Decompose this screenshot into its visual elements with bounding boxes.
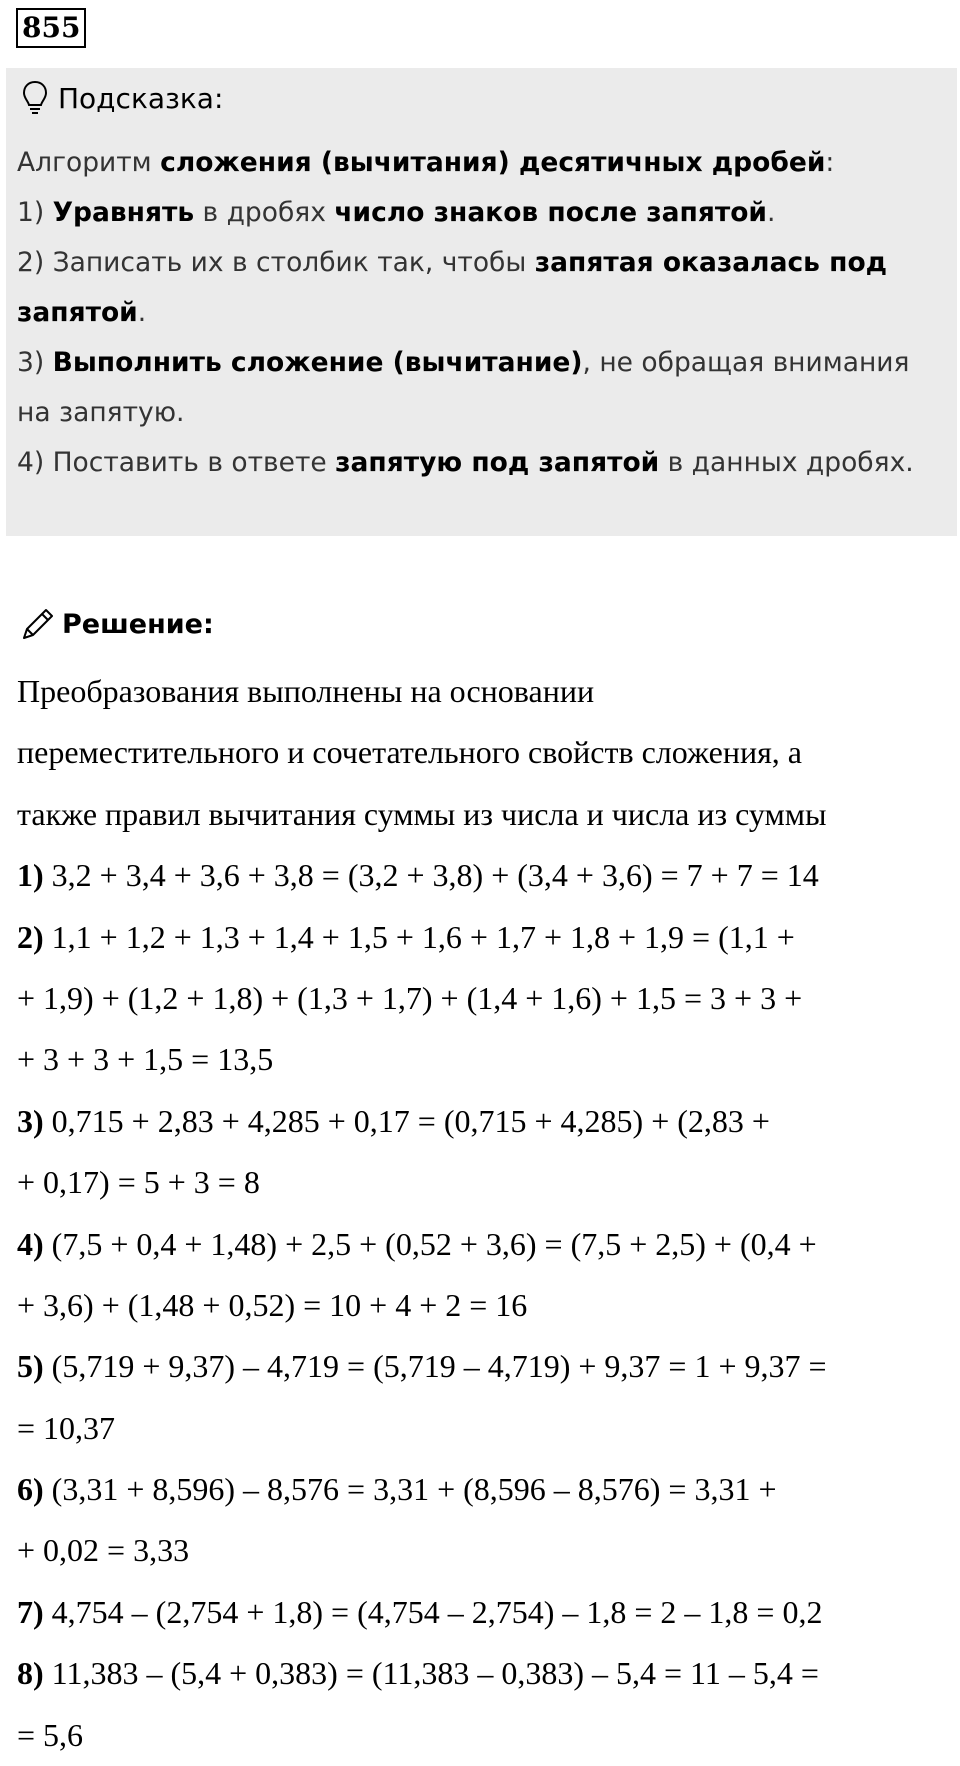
hint-body	[17, 138, 947, 488]
solution-step-line	[17, 1459, 952, 1520]
step-label: 7)	[17, 1593, 44, 1630]
solution-step-line	[17, 1520, 952, 1581]
solution-step-line	[17, 845, 952, 906]
hint-text: в данных дробях.	[659, 447, 914, 478]
solution-step-line	[17, 1336, 952, 1397]
hint-bold-text: запятая оказалась под	[534, 247, 888, 278]
step-expression: 4,754 – (2,754 + 1,8) = (4,754 – 2,754) – 1,8 = 2 – 1,8 = 0,2	[51, 1593, 823, 1630]
hint-title: Подсказка:	[58, 81, 224, 115]
solution-step-line	[17, 1091, 952, 1152]
hint-line	[17, 438, 947, 488]
solution-step-line	[17, 1643, 952, 1704]
solution-body	[17, 661, 952, 1766]
step-expression: = 5,6	[17, 1716, 84, 1753]
hint-text: 2) Записать их в столбик так, чтобы	[17, 247, 535, 278]
hint-bold-text: запятой	[17, 297, 138, 328]
step-label: 8)	[17, 1655, 44, 1692]
hint-text: в дробях	[194, 197, 335, 228]
solution-intro-line: переместительного и сочетательного свойств сложения, а	[17, 734, 802, 771]
solution-step-line	[17, 1398, 952, 1459]
hint-line	[17, 188, 947, 238]
step-expression: 11,383 – (5,4 + 0,383) = (11,383 – 0,383) – 5,4 = 11 – 5,4 =	[51, 1655, 819, 1692]
hint-bold-text: сложения (вычитания) десятичных дробей	[160, 147, 826, 178]
hint-bold-text: запятую под запятой	[335, 447, 660, 478]
step-expression: + 0,17) = 5 + 3 = 8	[17, 1164, 260, 1201]
hint-text: на запятую.	[17, 397, 185, 428]
hint-line	[17, 388, 947, 438]
lightbulb-icon	[22, 80, 48, 116]
step-label: 1)	[17, 857, 44, 894]
hint-text: 1)	[17, 197, 53, 228]
hint-line	[17, 238, 947, 288]
hint-text: :	[825, 147, 835, 178]
solution-step-line	[17, 968, 952, 1029]
hint-text: .	[767, 197, 776, 228]
solution-intro-line: Преобразования выполнены на основании	[17, 673, 595, 709]
hint-bold-text: Уравнять	[52, 197, 195, 228]
hint-text: .	[137, 297, 147, 328]
step-expression: (5,719 + 9,37) – 4,719 = (5,719 – 4,719) + 9,37 = 1 + 9,37 =	[51, 1348, 827, 1385]
solution-step-line	[17, 1705, 952, 1766]
step-expression: 3,2 + 3,4 + 3,6 + 3,8 = (3,2 + 3,8) + (3,4 + 3,6) = 7 + 7 = 14	[51, 857, 819, 894]
step-label: 6)	[17, 1471, 44, 1508]
pencil-icon	[20, 606, 56, 642]
step-label: 4)	[17, 1225, 44, 1262]
step-expression: (7,5 + 0,4 + 1,48) + 2,5 + (0,52 + 3,6) = (7,5 + 2,5) + (0,4 +	[51, 1225, 817, 1262]
solution-step-line	[17, 1152, 952, 1213]
solution-header	[20, 602, 214, 646]
step-expression: + 0,02 = 3,33	[17, 1532, 190, 1569]
step-expression: + 3 + 3 + 1,5 = 13,5	[17, 1041, 274, 1078]
solution-title: Решение:	[62, 608, 214, 640]
solution-step-line	[17, 907, 952, 968]
step-label: 2)	[17, 918, 44, 955]
hint-text: 4) Поставить в ответе	[17, 447, 336, 478]
hint-line	[17, 288, 947, 338]
task-number: 855	[16, 8, 86, 48]
hint-text: Алгоритм	[17, 147, 161, 178]
step-expression: 0,715 + 2,83 + 4,285 + 0,17 = (0,715 + 4,285) + (2,83 +	[51, 1102, 770, 1139]
step-expression: = 10,37	[17, 1409, 116, 1446]
solution-step-line	[17, 1582, 952, 1643]
hint-line	[17, 138, 947, 188]
hint-text: , не обращая внимания	[582, 347, 910, 378]
solution-intro-line: также правил вычитания суммы из числа и числа из суммы	[17, 795, 827, 832]
solution-step-line	[17, 1029, 952, 1090]
step-label: 3)	[17, 1102, 44, 1139]
step-expression: 1,1 + 1,2 + 1,3 + 1,4 + 1,5 + 1,6 + 1,7 + 1,8 + 1,9 = (1,1 +	[51, 918, 795, 955]
hint-line	[17, 338, 947, 388]
hint-bold-text: Выполнить сложение (вычитание)	[52, 347, 583, 378]
step-label: 5)	[17, 1348, 44, 1385]
hint-bold-text: число знаков после запятой	[334, 197, 768, 228]
hint-text: 3)	[17, 347, 53, 378]
step-expression: + 3,6) + (1,48 + 0,52) = 10 + 4 + 2 = 16	[17, 1286, 528, 1323]
step-expression: (3,31 + 8,596) – 8,576 = 3,31 + (8,596 – 8,576) = 3,31 +	[51, 1471, 777, 1508]
hint-header	[22, 76, 223, 120]
solution-step-line	[17, 1275, 952, 1336]
solution-step-line	[17, 1214, 952, 1275]
step-expression: + 1,9) + (1,2 + 1,8) + (1,3 + 1,7) + (1,4 + 1,6) + 1,5 = 3 + 3 +	[17, 979, 803, 1016]
